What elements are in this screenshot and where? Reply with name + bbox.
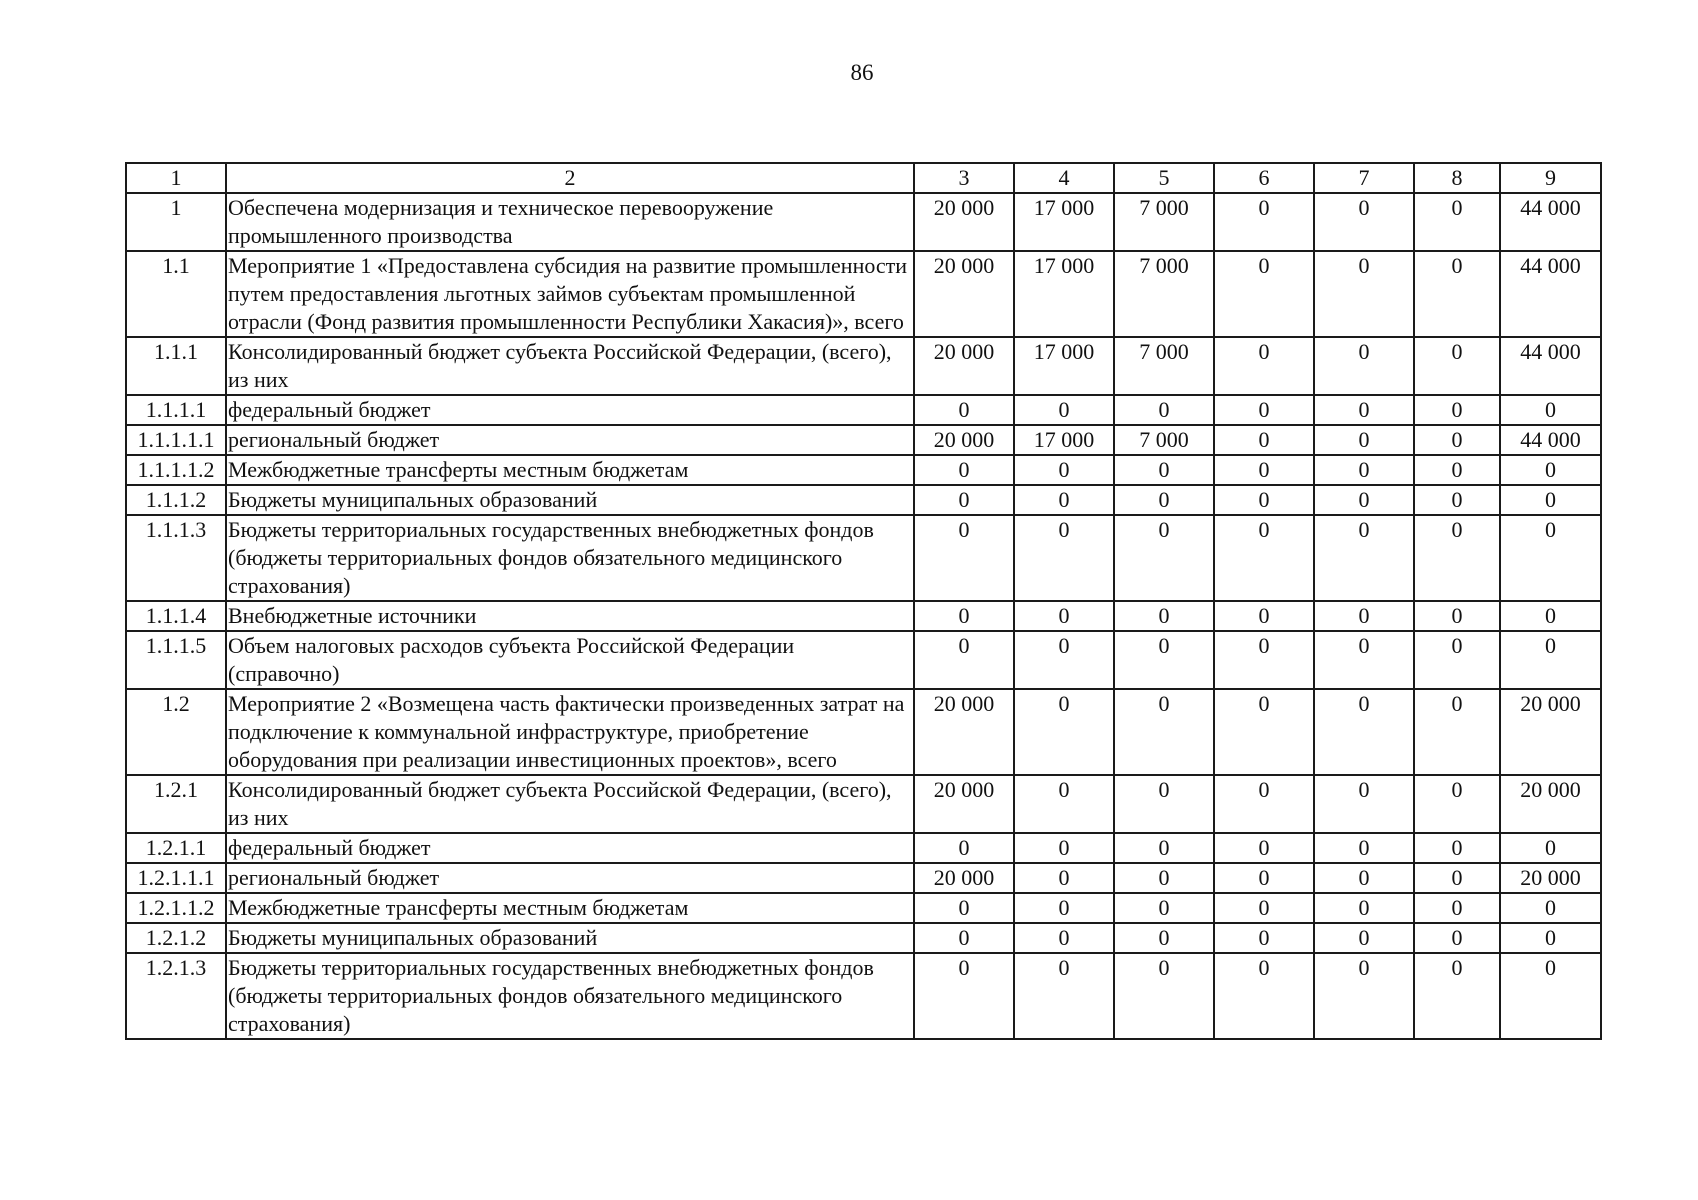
table-row [126, 689, 1601, 775]
row-description: региональный бюджет [226, 863, 914, 893]
value-cell: 0 [1214, 689, 1314, 775]
value-cell: 0 [1014, 515, 1114, 601]
row-code: 1.2.1.1 [126, 833, 226, 863]
row-description: федеральный бюджет [226, 395, 914, 425]
row-description: Объем налоговых расходов субъекта Российской Федерации (справочно) [226, 631, 914, 689]
value-cell: 20 000 [914, 337, 1014, 395]
value-cell: 0 [1114, 923, 1214, 953]
table-row [126, 395, 1601, 425]
value-cell: 0 [1014, 631, 1114, 689]
value-cell: 0 [1414, 953, 1500, 1039]
value-cell: 0 [1014, 601, 1114, 631]
value-cell: 0 [1214, 395, 1314, 425]
value-cell: 20 000 [914, 775, 1014, 833]
value-cell: 0 [1500, 923, 1601, 953]
value-cell: 20 000 [914, 863, 1014, 893]
value-cell: 0 [1314, 251, 1414, 337]
value-cell: 0 [1414, 893, 1500, 923]
table-row [126, 251, 1601, 337]
value-cell: 0 [1214, 251, 1314, 337]
value-cell: 0 [1314, 893, 1414, 923]
row-description: Внебюджетные источники [226, 601, 914, 631]
row-description: Консолидированный бюджет субъекта Российской Федерации, (всего), из них [226, 337, 914, 395]
value-cell: 0 [1414, 251, 1500, 337]
value-cell: 0 [1214, 775, 1314, 833]
value-cell: 0 [1114, 601, 1214, 631]
table-row [126, 953, 1601, 1039]
value-cell: 0 [1314, 601, 1414, 631]
column-header: 1 [126, 163, 226, 193]
value-cell: 20 000 [1500, 775, 1601, 833]
table-row [126, 515, 1601, 601]
value-cell: 0 [1500, 485, 1601, 515]
value-cell: 0 [1014, 689, 1114, 775]
value-cell: 0 [1314, 689, 1414, 775]
value-cell: 0 [1414, 833, 1500, 863]
row-code: 1.1.1.2 [126, 485, 226, 515]
value-cell: 0 [914, 601, 1014, 631]
value-cell: 20 000 [914, 689, 1014, 775]
table-row [126, 893, 1601, 923]
value-cell: 0 [1414, 515, 1500, 601]
value-cell: 0 [1414, 601, 1500, 631]
value-cell: 17 000 [1014, 193, 1114, 251]
value-cell: 0 [1500, 395, 1601, 425]
value-cell: 0 [1314, 631, 1414, 689]
table-row [126, 455, 1601, 485]
row-code: 1 [126, 193, 226, 251]
value-cell: 0 [1500, 455, 1601, 485]
row-code: 1.1.1.1.2 [126, 455, 226, 485]
value-cell: 0 [1500, 893, 1601, 923]
table-header-row [126, 163, 1601, 193]
table-row [126, 833, 1601, 863]
value-cell: 0 [1314, 953, 1414, 1039]
value-cell: 20 000 [1500, 863, 1601, 893]
value-cell: 0 [1314, 775, 1414, 833]
value-cell: 0 [1414, 395, 1500, 425]
value-cell: 0 [1114, 455, 1214, 485]
value-cell: 0 [1214, 953, 1314, 1039]
value-cell: 7 000 [1114, 337, 1214, 395]
row-code: 1.2 [126, 689, 226, 775]
value-cell: 20 000 [914, 251, 1014, 337]
value-cell: 0 [1014, 923, 1114, 953]
value-cell: 0 [914, 953, 1014, 1039]
column-header: 6 [1214, 163, 1314, 193]
value-cell: 20 000 [1500, 689, 1601, 775]
row-code: 1.2.1.2 [126, 923, 226, 953]
value-cell: 0 [1414, 337, 1500, 395]
value-cell: 0 [1014, 485, 1114, 515]
table-row [126, 425, 1601, 455]
value-cell: 0 [1114, 631, 1214, 689]
table-row [126, 863, 1601, 893]
row-code: 1.2.1.1.1 [126, 863, 226, 893]
value-cell: 0 [1014, 455, 1114, 485]
column-header: 8 [1414, 163, 1500, 193]
row-code: 1.1.1.5 [126, 631, 226, 689]
value-cell: 0 [1114, 775, 1214, 833]
value-cell: 0 [1414, 193, 1500, 251]
row-code: 1.1.1.3 [126, 515, 226, 601]
value-cell: 0 [1500, 631, 1601, 689]
value-cell: 0 [1314, 193, 1414, 251]
value-cell: 0 [1314, 833, 1414, 863]
value-cell: 0 [1114, 953, 1214, 1039]
column-header: 4 [1014, 163, 1114, 193]
column-header: 3 [914, 163, 1014, 193]
value-cell: 17 000 [1014, 337, 1114, 395]
row-description: Бюджеты территориальных государственных внебюджетных фондов (бюджеты территориальных фондов обязательного медицинского страхования) [226, 953, 914, 1039]
column-header: 5 [1114, 163, 1214, 193]
table-row [126, 193, 1601, 251]
value-cell: 0 [1500, 515, 1601, 601]
value-cell: 0 [1214, 425, 1314, 455]
table-row [126, 601, 1601, 631]
page-number: 86 [850, 60, 874, 85]
value-cell: 0 [914, 515, 1014, 601]
value-cell: 0 [1114, 863, 1214, 893]
value-cell: 0 [914, 893, 1014, 923]
row-code: 1.1.1.1.1 [126, 425, 226, 455]
value-cell: 0 [1214, 923, 1314, 953]
row-description: Бюджеты муниципальных образований [226, 485, 914, 515]
value-cell: 0 [1314, 337, 1414, 395]
value-cell: 0 [1014, 395, 1114, 425]
value-cell: 17 000 [1014, 425, 1114, 455]
value-cell: 44 000 [1500, 251, 1601, 337]
value-cell: 0 [1114, 395, 1214, 425]
table-row [126, 631, 1601, 689]
value-cell: 0 [1314, 485, 1414, 515]
row-code: 1.2.1 [126, 775, 226, 833]
row-description: Обеспечена модернизация и техническое перевооружение промышленного производства [226, 193, 914, 251]
row-description: федеральный бюджет [226, 833, 914, 863]
value-cell: 0 [1214, 863, 1314, 893]
value-cell: 0 [1014, 833, 1114, 863]
value-cell: 0 [1214, 337, 1314, 395]
value-cell: 0 [1014, 953, 1114, 1039]
value-cell: 44 000 [1500, 425, 1601, 455]
row-code: 1.2.1.3 [126, 953, 226, 1039]
value-cell: 0 [1414, 923, 1500, 953]
row-description: Бюджеты муниципальных образований [226, 923, 914, 953]
row-description: Межбюджетные трансферты местным бюджетам [226, 455, 914, 485]
value-cell: 0 [914, 631, 1014, 689]
table-row [126, 485, 1601, 515]
row-description: региональный бюджет [226, 425, 914, 455]
value-cell: 0 [1214, 833, 1314, 863]
value-cell: 20 000 [914, 193, 1014, 251]
value-cell: 0 [1214, 601, 1314, 631]
value-cell: 0 [914, 395, 1014, 425]
table-row [126, 923, 1601, 953]
value-cell: 0 [1500, 953, 1601, 1039]
value-cell: 0 [1500, 833, 1601, 863]
row-description: Мероприятие 1 «Предоставлена субсидия на развитие промышленности путем предоставления льготных займов субъектам промышленной отрасли (Фонд развития промышленности Республики Хакасия)», всего [226, 251, 914, 337]
row-code: 1.1 [126, 251, 226, 337]
value-cell: 0 [1114, 893, 1214, 923]
value-cell: 0 [1414, 455, 1500, 485]
value-cell: 0 [1214, 485, 1314, 515]
row-code: 1.1.1.4 [126, 601, 226, 631]
value-cell: 0 [914, 485, 1014, 515]
value-cell: 0 [1114, 689, 1214, 775]
value-cell: 0 [1414, 863, 1500, 893]
value-cell: 44 000 [1500, 337, 1601, 395]
row-description: Консолидированный бюджет субъекта Российской Федерации, (всего), из них [226, 775, 914, 833]
value-cell: 0 [1314, 455, 1414, 485]
column-header: 7 [1314, 163, 1414, 193]
value-cell: 0 [1314, 923, 1414, 953]
value-cell: 17 000 [1014, 251, 1114, 337]
row-description: Бюджеты территориальных государственных внебюджетных фондов (бюджеты территориальных фондов обязательного медицинского страхования) [226, 515, 914, 601]
value-cell: 0 [1414, 689, 1500, 775]
value-cell: 0 [1414, 775, 1500, 833]
value-cell: 20 000 [914, 425, 1014, 455]
value-cell: 0 [1214, 893, 1314, 923]
value-cell: 0 [1114, 833, 1214, 863]
value-cell: 0 [1214, 631, 1314, 689]
value-cell: 0 [914, 455, 1014, 485]
value-cell: 7 000 [1114, 425, 1214, 455]
value-cell: 0 [1314, 515, 1414, 601]
table-row [126, 775, 1601, 833]
value-cell: 0 [1014, 775, 1114, 833]
value-cell: 0 [1214, 193, 1314, 251]
value-cell: 0 [1214, 455, 1314, 485]
value-cell: 0 [1214, 515, 1314, 601]
value-cell: 0 [1414, 425, 1500, 455]
table-row [126, 337, 1601, 395]
row-code: 1.1.1.1 [126, 395, 226, 425]
value-cell: 7 000 [1114, 251, 1214, 337]
value-cell: 0 [914, 833, 1014, 863]
value-cell: 7 000 [1114, 193, 1214, 251]
financing-table [125, 162, 1602, 1040]
row-code: 1.1.1 [126, 337, 226, 395]
row-description: Межбюджетные трансферты местным бюджетам [226, 893, 914, 923]
value-cell: 0 [1014, 863, 1114, 893]
value-cell: 0 [1414, 485, 1500, 515]
column-header: 2 [226, 163, 914, 193]
value-cell: 0 [1314, 425, 1414, 455]
value-cell: 0 [1414, 631, 1500, 689]
column-header: 9 [1500, 163, 1601, 193]
financing-table-container [125, 162, 1600, 1040]
value-cell: 0 [1314, 863, 1414, 893]
value-cell: 0 [1314, 395, 1414, 425]
value-cell: 0 [1014, 893, 1114, 923]
value-cell: 0 [1114, 485, 1214, 515]
value-cell: 0 [1114, 515, 1214, 601]
value-cell: 0 [914, 923, 1014, 953]
value-cell: 0 [1500, 601, 1601, 631]
row-code: 1.2.1.1.2 [126, 893, 226, 923]
value-cell: 44 000 [1500, 193, 1601, 251]
row-description: Мероприятие 2 «Возмещена часть фактически произведенных затрат на подключение к коммунальной инфраструктуре, приобретение оборудования при реализации инвестиционных проектов», всего [226, 689, 914, 775]
